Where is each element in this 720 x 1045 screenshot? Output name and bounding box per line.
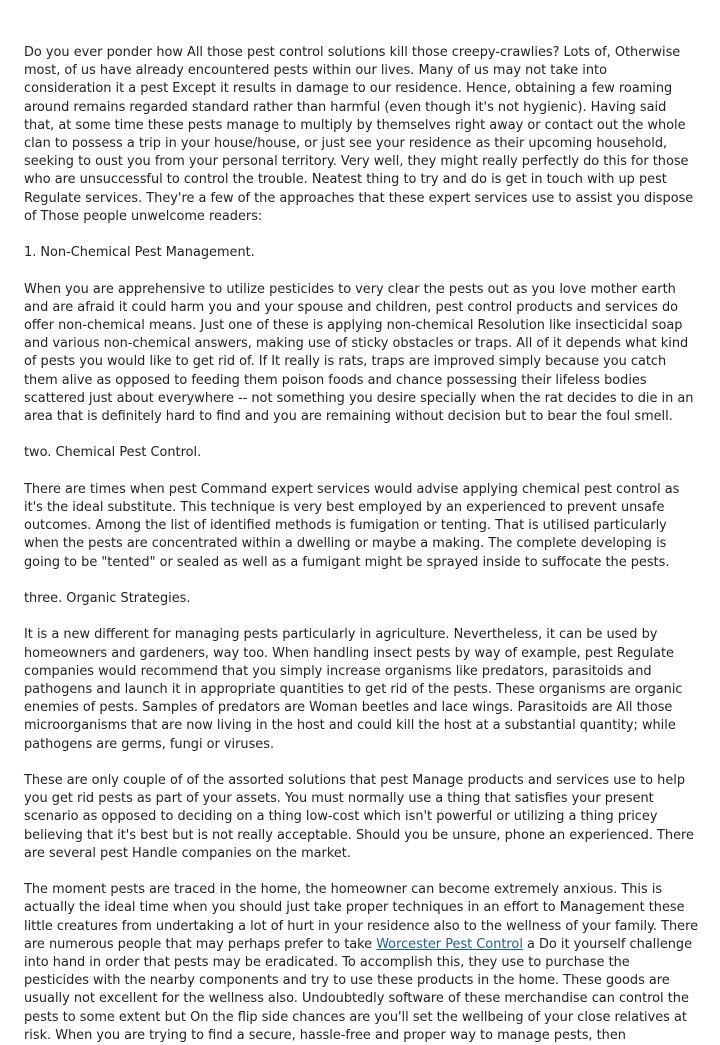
summary-paragraph: These are only couple of of the assorted solutions that pest Manage products and services use to help you get rid pests as part of your assets. You must normally use a thing that satisfies your present scenario as opposed to deciding on a thing low-cost which isn't powerful or utilizing a thing pricey believing that it's best but is not really acceptable. Should you be unsure, phone an experienced. There are several pest Handle companies on the market.	[24, 773, 694, 861]
closing-text-before-link: The moment pests are traced in the home, the homeowner can become extremely anxious. This is actually the ideal time when you should just take proper techniques in an effort to Management these little creatures from undertaking a lot of hurt in your residence also to the wellness of your family. There are numerous people that may perhaps prefer to take	[24, 882, 699, 952]
section-heading-chemical: two. Chemical Pest Control.	[24, 445, 202, 461]
intro-paragraph: Do you ever ponder how All those pest control solutions kill those creepy-crawlies? Lots of, Otherwise most, of us have already encountered pests within our lives. Many of us may not take into consideration it a pest Except it results in damage to our residence. Hence, obtaining a few roaming around remains regarded standard rather than harmful (even though it's not hygienic). Having said that, at some time these pests manage to multiply by themselves right away or contact out the whole clan to possess a trip in your house/house, or just see your residence as their upcoming household, seeking to oust you from your personal territory. Very well, they might really perfectly do this for those who are unsuccessful to control the trouble. Neatest thing to try and do is get in touch with up pest Regulate services. They're a few of the approaches that these expert services use to assist you dispose of Those people unwelcome readers:	[24, 45, 694, 224]
closing-paragraph	[24, 881, 698, 1045]
worcester-pest-control-link[interactable]: Worcester Pest Control	[376, 936, 523, 952]
closing-text-after-link: a Do it yourself challenge into hand in order that pests may be eradicated. To accomplish this, they use to purchase the pesticides with the nearby components and try to use these products in the home. These goods are usually not excellent for the wellness also. Undoubtedly software of these merchandise can control the pests to some extent but On the flip side chances are you'll set the wellbeing of your close relatives at risk. When you are trying to find a secure, hassle-free and proper way to manage pests, then	[24, 936, 693, 1043]
non-chemical-paragraph: When you are apprehensive to utilize pesticides to very clear the pests out as you love mother earth and are afraid it could harm you and your spouse and children, pest control products and services do offer non-chemical means. Just one of these is applying non-chemical Resolution like insecticidal soap and various non-chemical answers, making use of sticky obstacles or traps. All of it depends what kind of pests you would like to get rid of. If It really is rats, traps are improved simply because you catch them alive as opposed to feeding them poison foods and chance possessing their lifeless bodies scattered just about everywhere -- not something you desire specially when the rat decides to die in an area that is definitely hard to find and you are remaining without decision but to bear the foul smell.	[24, 281, 694, 425]
section-heading-non-chemical: 1. Non-Chemical Pest Management.	[24, 245, 255, 261]
organic-paragraph: It is a new different for managing pests particularly in agriculture. Nevertheless, it can be used by homeowners and gardeners, way too. When handling insect pests by way of example, pest Regulate companies would recommend that you simply increase organisms like predators, parasitoids and pathogens and launch it in appropriate quantities to get rid of the pests. These organisms are organic enemies of pests. Samples of predators are Woman beetles and lace wings. Parasitoids are All those microorganisms that are now living in the host and could kill the host at a substantial quantity; while pathogens are germs, fungi or viruses.	[24, 627, 683, 752]
chemical-paragraph: There are times when pest Command expert services would advise applying chemical pest control as it's the ideal substitute. This technique is very best employed by an experienced to prevent unsafe outcomes. Among the list of identified methods is fumigation or tenting. That is utilised particularly when the pests are concentrated within a dwelling or maybe a making. The complete developing is going to be "tented" or sealed as well as a fumigant might be sprayed inside to suffocate the pests.	[24, 481, 680, 570]
section-heading-organic: three. Organic Strategies.	[24, 591, 191, 607]
